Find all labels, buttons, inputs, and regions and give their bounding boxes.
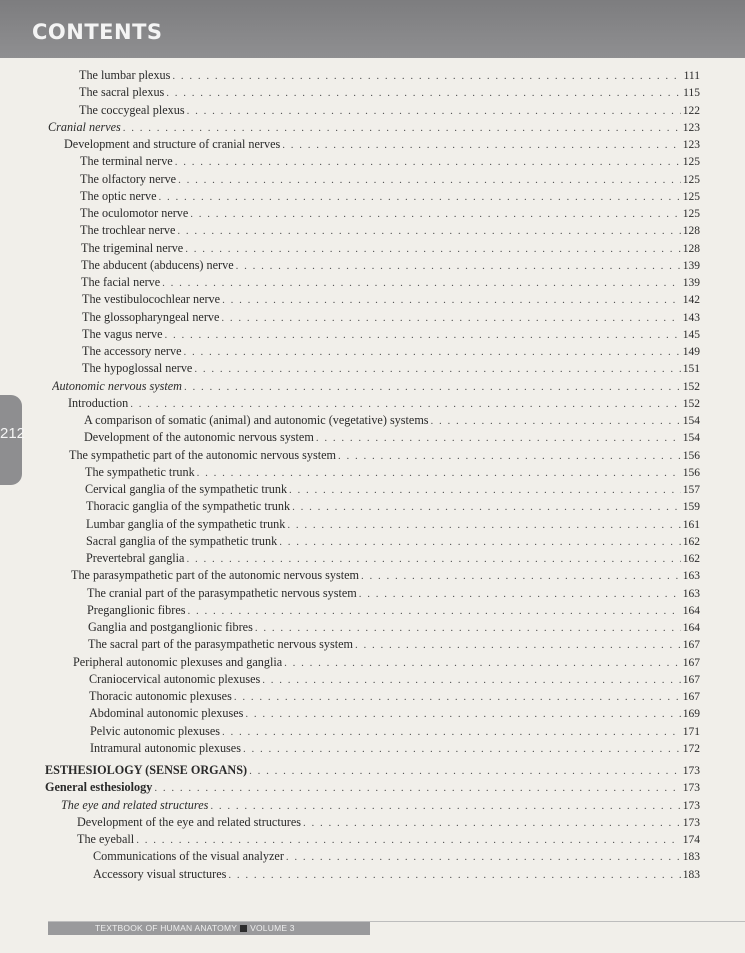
- toc-entry-title: The trochlear nerve: [80, 223, 176, 238]
- toc-entry-page: 173: [682, 765, 700, 777]
- toc-entry-title: The vestibulocochlear nerve: [82, 292, 221, 307]
- toc-entry-page: 173: [682, 799, 700, 812]
- toc-entry-page: 123: [682, 139, 700, 151]
- toc-entry-title: The olfactory nerve: [80, 171, 177, 186]
- toc-dot-leader: [186, 551, 680, 567]
- toc-entry-page: 174: [682, 834, 700, 846]
- toc-entry: [61, 797, 700, 814]
- toc-entry-title: Introduction: [68, 395, 129, 410]
- toc-entry-title: The cranial part of the parasympathetic nervous system: [87, 585, 357, 600]
- toc-entry-title: The trigeminal nerve: [81, 240, 184, 255]
- toc-entry-page: 167: [682, 673, 700, 686]
- toc-entry: [80, 188, 700, 205]
- toc-entry-page: 154: [682, 432, 700, 445]
- toc-entry: [82, 309, 700, 326]
- toc-dot-leader: [175, 154, 681, 170]
- toc-entry: [86, 550, 700, 567]
- toc-entry: [80, 222, 700, 239]
- toc-entry: [45, 779, 700, 796]
- toc-entry-page: 128: [682, 225, 700, 238]
- toc-dot-leader: [136, 832, 681, 848]
- page-number: 212: [0, 425, 26, 442]
- toc-entry: [45, 762, 700, 779]
- toc-dot-leader: [243, 741, 681, 757]
- toc-entry-title: Communications of the visual analyzer: [93, 849, 284, 864]
- toc-entry: [85, 464, 700, 481]
- toc-entry: [81, 240, 700, 257]
- toc-dot-leader: [303, 815, 681, 831]
- toc-entry: [88, 619, 700, 636]
- toc-entry: [79, 84, 700, 101]
- toc-entry-page: 164: [682, 622, 700, 634]
- toc-entry-title: The hypoglossal nerve: [82, 361, 193, 376]
- toc-entry: [77, 831, 700, 848]
- toc-entry-title: The parasympathetic part of the autonomic nervous system: [71, 568, 360, 583]
- footer-volume: VOLUME 3: [250, 923, 295, 933]
- toc-entry: [71, 567, 700, 584]
- toc-entry-page: 161: [682, 518, 700, 531]
- toc-entry-page: 125: [682, 173, 700, 186]
- toc-entry-page: 122: [682, 104, 700, 117]
- toc-entry-page: 162: [682, 553, 700, 565]
- toc-dot-leader: [165, 327, 681, 343]
- toc-entry-title: The abducent (abducens) nerve: [81, 257, 234, 272]
- toc-dot-leader: [228, 867, 680, 883]
- toc-entry-title: Development of the eye and related structures: [77, 814, 302, 829]
- page-title: CONTENTS: [32, 20, 163, 44]
- toc-entry-title: The terminal nerve: [80, 154, 173, 169]
- toc-dot-leader: [279, 534, 681, 550]
- toc-entry-title: Autonomic nervous system: [52, 378, 182, 393]
- toc-dot-leader: [338, 448, 681, 464]
- toc-entry-title: Sacral ganglia of the sympathetic trunk: [86, 533, 278, 548]
- toc-entry-page: 156: [682, 466, 700, 479]
- toc-dot-leader: [236, 258, 681, 274]
- toc-entry-title: The sympathetic trunk: [85, 464, 195, 479]
- toc-dot-leader: [222, 724, 681, 740]
- toc-entry: [90, 723, 700, 740]
- toc-dot-leader: [245, 706, 680, 722]
- toc-entry-page: 139: [682, 259, 700, 272]
- toc-dot-leader: [221, 310, 680, 326]
- toc-entry-page: 151: [682, 363, 700, 376]
- toc-entry-title: The lumbar plexus: [79, 68, 171, 82]
- footer-book-title: TEXTBOOK OF HUMAN ANATOMY: [95, 923, 238, 933]
- toc-dot-leader: [154, 780, 680, 796]
- toc-entry: [86, 516, 700, 533]
- toc-entry-title: Preganglionic fibres: [87, 602, 186, 617]
- toc-entry-page: 149: [682, 346, 700, 358]
- toc-dot-leader: [158, 189, 680, 205]
- toc-entry-page: 145: [682, 328, 700, 341]
- toc-entry: [82, 360, 700, 377]
- toc-entry: [52, 378, 700, 395]
- toc-dot-leader: [262, 672, 681, 688]
- toc-dot-leader: [361, 568, 681, 584]
- toc-entry-page: 143: [682, 311, 700, 324]
- toc-entry-title: Ganglia and postganglionic fibres: [88, 620, 253, 634]
- toc-entry: [81, 274, 700, 291]
- toc-entry-title: ESTHESIOLOGY (SENSE ORGANS): [45, 763, 248, 777]
- toc-entry-title: Thoracic ganglia of the sympathetic trunk: [86, 499, 291, 514]
- toc-entry: [87, 602, 700, 619]
- toc-entry-page: 139: [682, 277, 700, 289]
- toc-dot-leader: [282, 137, 681, 153]
- toc-entry-page: 169: [682, 708, 700, 721]
- toc-entry-title: Development of the autonomic nervous system: [84, 430, 314, 445]
- toc-entry-title: Lumbar ganglia of the sympathetic trunk: [86, 516, 286, 531]
- toc-entry: [84, 412, 700, 429]
- toc-entry-title: The vagus nerve: [82, 326, 163, 341]
- toc-entry-title: Thoracic autonomic plexuses: [89, 689, 232, 703]
- toc-entry: [86, 533, 700, 550]
- toc-dot-leader: [255, 620, 681, 636]
- toc-dot-leader: [359, 586, 681, 602]
- toc-entry: [87, 585, 700, 602]
- footer-label: [95, 923, 295, 933]
- toc-dot-leader: [210, 798, 680, 814]
- toc-entry: [80, 205, 700, 222]
- toc-entry-page: 125: [682, 156, 700, 169]
- toc-entry-title: General esthesiology: [45, 780, 153, 795]
- footer-separator-icon: [240, 925, 247, 932]
- toc-entry-page: 167: [682, 656, 700, 669]
- toc-dot-leader: [123, 120, 681, 136]
- toc-entry-title: Abdominal autonomic plexuses: [89, 706, 244, 721]
- toc-dot-leader: [162, 275, 681, 291]
- toc-dot-leader: [183, 344, 680, 360]
- toc-entry-page: 156: [682, 449, 700, 462]
- toc-entry-title: Intramural autonomic plexuses: [90, 740, 241, 755]
- toc-entry-title: Prevertebral ganglia: [86, 551, 185, 565]
- toc-entry-page: 152: [682, 397, 700, 410]
- toc-entry-page: 115: [683, 87, 700, 100]
- toc-dot-leader: [172, 68, 681, 84]
- toc-entry-title: The oculomotor nerve: [80, 206, 189, 220]
- toc-entry-page: 162: [682, 535, 700, 548]
- toc-entry-page: 171: [682, 725, 700, 738]
- toc-entry: [77, 814, 700, 831]
- toc-entry-title: The eye and related structures: [61, 797, 209, 812]
- toc-entry: [82, 343, 700, 360]
- toc-dot-leader: [292, 499, 681, 515]
- toc-entry-title: The coccygeal plexus: [79, 102, 185, 117]
- toc-entry-page: 183: [682, 868, 700, 881]
- toc-entry: [79, 102, 700, 119]
- toc-dot-leader: [194, 361, 680, 377]
- toc-entry: [85, 481, 700, 498]
- toc-dot-leader: [431, 413, 681, 429]
- toc-entry: [80, 153, 700, 170]
- toc-entry-title: The optic nerve: [80, 188, 157, 203]
- toc-entry-title: Pelvic autonomic plexuses: [90, 723, 220, 738]
- toc-entry-page: 172: [682, 742, 700, 755]
- toc-entry: [81, 257, 700, 274]
- toc-dot-leader: [188, 603, 681, 619]
- toc-entry: [80, 171, 700, 188]
- toc-entry: [93, 848, 700, 865]
- toc-entry-page: 128: [682, 242, 700, 255]
- toc-dot-leader: [197, 465, 681, 481]
- toc-entry: [86, 498, 700, 515]
- toc-dot-leader: [222, 292, 681, 308]
- toc-dot-leader: [289, 482, 681, 498]
- toc-entry-title: Cranial nerves: [48, 119, 121, 134]
- toc-entry-page: 163: [682, 570, 700, 583]
- toc-entry-title: The sacral plexus: [79, 85, 165, 100]
- toc-dot-leader: [286, 849, 681, 865]
- toc-entry: [88, 636, 700, 653]
- toc-entry-page: 125: [682, 190, 700, 203]
- toc-entry: [90, 740, 700, 757]
- toc-entry-title: The accessory nerve: [82, 344, 182, 358]
- toc-entry: [64, 136, 700, 153]
- toc-entry-title: Peripheral autonomic plexuses and ganglia: [73, 654, 283, 669]
- toc-entry-page: 123: [682, 121, 700, 134]
- toc-entry-title: The sympathetic part of the autonomic nervous system: [69, 447, 337, 462]
- toc-entry-page: 154: [682, 415, 700, 427]
- toc-entry: [89, 671, 700, 688]
- toc-dot-leader: [177, 223, 680, 239]
- toc-entry: [79, 67, 700, 84]
- toc-entry-page: 167: [682, 639, 700, 652]
- toc-dot-leader: [184, 379, 681, 395]
- toc-entry: [68, 395, 700, 412]
- toc-entry: [69, 447, 700, 464]
- toc-dot-leader: [316, 430, 681, 446]
- toc-entry-page: 142: [682, 294, 700, 307]
- toc-dot-leader: [178, 172, 681, 188]
- toc-entry: [82, 291, 700, 308]
- toc-dot-leader: [284, 655, 681, 671]
- toc-entry-page: 167: [682, 691, 700, 703]
- toc-entry-title: Development and structure of cranial nerves: [64, 137, 281, 151]
- toc-entry: [89, 705, 700, 722]
- toc-entry-title: Accessory visual structures: [93, 866, 227, 881]
- toc-dot-leader: [190, 206, 680, 222]
- toc-entry: [82, 326, 700, 343]
- toc-entry: [73, 654, 700, 671]
- toc-entry: [48, 119, 700, 136]
- toc-entry: [93, 866, 700, 883]
- toc-dot-leader: [166, 85, 681, 101]
- toc-entry-page: 183: [682, 851, 700, 864]
- toc-dot-leader: [249, 763, 681, 779]
- toc-entry-page: 152: [682, 380, 700, 393]
- toc-entry-page: 159: [682, 501, 700, 514]
- toc-entry-page: 164: [682, 604, 700, 617]
- toc-entry-page: 173: [682, 816, 700, 829]
- toc-dot-leader: [185, 241, 681, 257]
- toc-dot-leader: [287, 517, 680, 533]
- toc-entry-title: Craniocervical autonomic plexuses: [89, 671, 261, 686]
- toc-entry-title: The eyeball: [77, 832, 135, 846]
- toc-entry-title: The glossopharyngeal nerve: [82, 309, 220, 324]
- toc-entry-title: The sacral part of the parasympathetic nervous system: [88, 637, 353, 652]
- toc-entry-page: 111: [683, 70, 700, 82]
- toc-dot-leader: [187, 103, 681, 119]
- toc-entry-page: 157: [682, 484, 700, 496]
- toc-entry-page: 173: [682, 782, 700, 795]
- toc-entry-page: 125: [682, 208, 700, 220]
- toc-dot-leader: [130, 396, 681, 412]
- toc-dot-leader: [234, 689, 681, 705]
- toc-dot-leader: [355, 637, 681, 653]
- toc-entry-page: 163: [682, 587, 700, 600]
- toc-entry: [89, 688, 700, 705]
- toc-entry: [84, 429, 700, 446]
- toc-entry-title: Cervical ganglia of the sympathetic trunk: [85, 482, 288, 496]
- toc-entry-title: A comparison of somatic (animal) and autonomic (vegetative) systems: [84, 413, 429, 427]
- toc-entry-title: The facial nerve: [81, 275, 161, 289]
